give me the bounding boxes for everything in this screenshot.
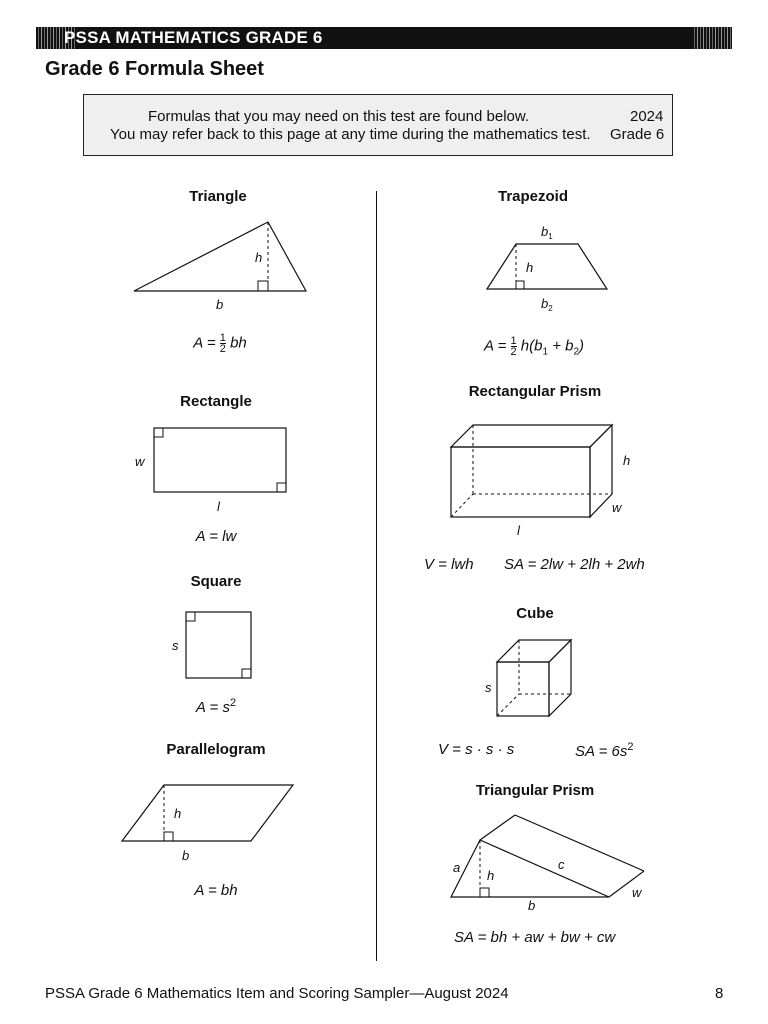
page-title: Grade 6 Formula Sheet [45, 58, 264, 80]
tri-prism-title: Triangular Prism [475, 782, 595, 799]
info-year: 2024 [630, 108, 664, 125]
square-s-label: s [172, 638, 179, 653]
parallelogram-formula: A = bh [194, 882, 238, 899]
trapezoid-title: Trapezoid [497, 188, 568, 205]
rect-prism-l-label: l [517, 523, 520, 538]
rect-prism-h-label: h [623, 453, 631, 468]
parallelogram-b-label: b [182, 848, 190, 863]
footer-text: PSSA Grade 6 Mathematics Item and Scoring Sampler—August 2024 [45, 985, 509, 1002]
cube-volume: V = s · s · s [438, 741, 515, 758]
page-number: 8 [715, 985, 724, 1002]
trapezoid-b1-label: $b_1$ [541, 224, 553, 241]
tri-prism-formula: SA = bh + aw + bw + cw [454, 929, 616, 946]
banner-title: PSSA MATHEMATICS GRADE 6 [64, 28, 323, 47]
info-grade: Grade 6 [610, 126, 665, 143]
tri-prism-c-label: c [558, 857, 565, 872]
rectangle-title: Rectangle [180, 393, 252, 410]
rect-prism-volume: V = lwh [424, 556, 474, 573]
square-title: Square [190, 573, 242, 590]
rect-prism-title: Rectangular Prism [468, 383, 602, 400]
parallelogram-title: Parallelogram [166, 741, 266, 758]
triangle-h-label: h [255, 250, 263, 265]
rect-prism-surface: SA = 2lw + 2lh + 2wh [504, 556, 645, 573]
tri-prism-b-label: b [528, 898, 536, 913]
triangle-formula: A = $\frac{1}{2}$ bh [193, 332, 247, 355]
cube-s-label: s [485, 680, 492, 695]
trapezoid-formula: A = $\frac{1}{2}$ $h(b_1 + b_2)$ [483, 335, 585, 358]
rectangle-formula: A = lw [195, 528, 237, 545]
trapezoid-h-label: h [526, 260, 534, 275]
cube-surface: SA = $6s^2$ [575, 741, 634, 760]
rect-prism-w-label: w [612, 500, 622, 515]
cube-title: Cube [516, 605, 554, 622]
info-line-2: You may refer back to this page at any time during the mathematics test. [110, 126, 591, 143]
info-line-1: Formulas that you may need on this test are found below. [148, 108, 530, 125]
square-formula: $A = s^2$ [195, 697, 237, 716]
rectangle-l-label: l [217, 499, 220, 514]
triangle-title: Triangle [189, 188, 247, 205]
tri-prism-h-label: h [487, 868, 495, 883]
parallelogram-h-label: h [174, 806, 182, 821]
trapezoid-b2-label: $b_2$ [541, 296, 553, 313]
triangle-b-label: b [216, 297, 224, 312]
rectangle-w-label: w [135, 454, 145, 469]
tri-prism-a-label: a [453, 860, 461, 875]
tri-prism-w-label: w [632, 885, 642, 900]
